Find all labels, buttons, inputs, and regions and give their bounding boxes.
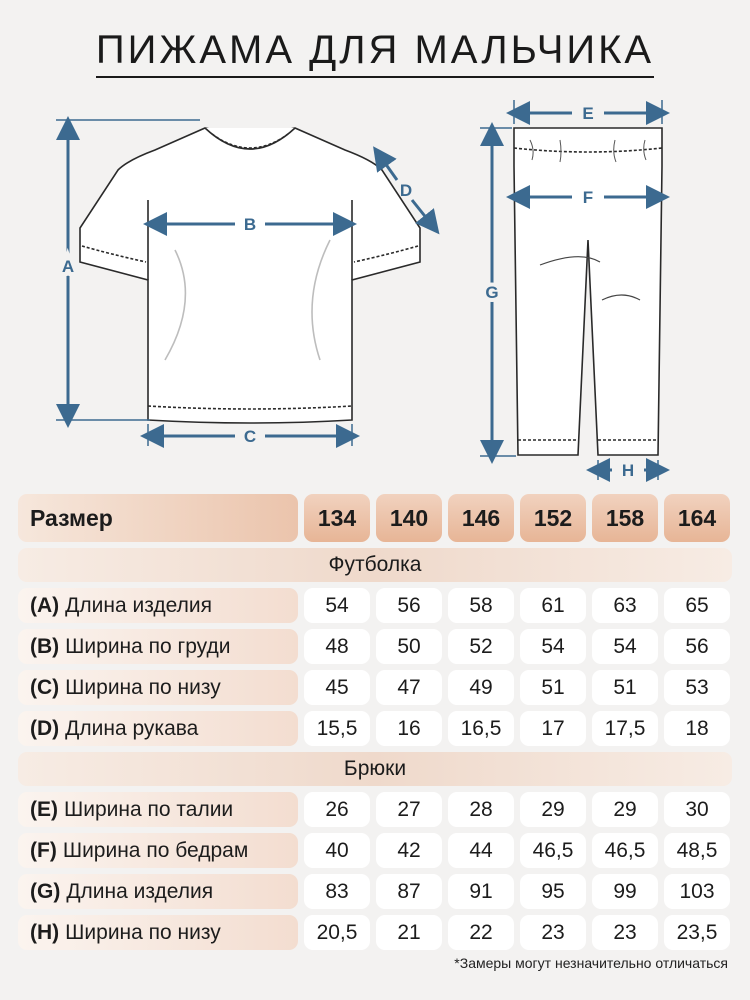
table-row xyxy=(18,915,732,950)
table-cell: 46,5 xyxy=(520,833,586,868)
table-cell: 52 xyxy=(448,629,514,664)
table-cell: 99 xyxy=(592,874,658,909)
table-row xyxy=(18,588,732,623)
table-cell: 21 xyxy=(376,915,442,950)
row-label xyxy=(18,670,298,705)
size-chart-table xyxy=(18,494,732,956)
table-cell: 47 xyxy=(376,670,442,705)
row-label xyxy=(18,588,298,623)
table-cell: 23 xyxy=(520,915,586,950)
row-label-text: Ширина по талии xyxy=(64,797,234,821)
pajama-illustration xyxy=(0,0,750,490)
table-cell: 28 xyxy=(448,792,514,827)
table-cell: 23 xyxy=(592,915,658,950)
table-cell: 54 xyxy=(520,629,586,664)
table-cell: 17,5 xyxy=(592,711,658,746)
dim-label-f: F xyxy=(582,188,594,207)
dim-label-h: H xyxy=(621,461,635,480)
dim-label-d: D xyxy=(399,181,413,200)
table-cell: 46,5 xyxy=(592,833,658,868)
row-label-text: Длина рукава xyxy=(65,716,199,740)
row-code: (E) xyxy=(30,797,58,821)
table-row xyxy=(18,792,732,827)
table-cell: 30 xyxy=(664,792,730,827)
table-cell: 95 xyxy=(520,874,586,909)
row-label xyxy=(18,915,298,950)
size-152: 152 xyxy=(520,494,586,542)
size-164: 164 xyxy=(664,494,730,542)
size-header-label: Размер xyxy=(18,494,298,542)
table-cell: 16,5 xyxy=(448,711,514,746)
page-title: ПИЖАМА ДЛЯ МАЛЬЧИКА xyxy=(0,28,750,73)
row-code: (D) xyxy=(30,716,60,740)
table-cell: 23,5 xyxy=(664,915,730,950)
row-code: (G) xyxy=(30,879,61,903)
table-cell: 63 xyxy=(592,588,658,623)
row-label-text: Ширина по низу xyxy=(65,675,221,699)
dim-label-a: A xyxy=(61,257,75,276)
table-cell: 61 xyxy=(520,588,586,623)
table-cell: 15,5 xyxy=(304,711,370,746)
table-cell: 45 xyxy=(304,670,370,705)
table-row xyxy=(18,874,732,909)
row-label xyxy=(18,711,298,746)
table-cell: 16 xyxy=(376,711,442,746)
table-cell: 22 xyxy=(448,915,514,950)
row-code: (B) xyxy=(30,634,60,658)
row-code: (H) xyxy=(30,920,60,944)
table-cell: 48 xyxy=(304,629,370,664)
row-label-text: Ширина по бедрам xyxy=(62,838,249,862)
row-label xyxy=(18,629,298,664)
table-header-row xyxy=(18,494,732,542)
section-title-tshirt: Футболка xyxy=(18,548,732,582)
table-row xyxy=(18,629,732,664)
table-cell: 53 xyxy=(664,670,730,705)
row-code: (F) xyxy=(30,838,57,862)
table-cell: 54 xyxy=(592,629,658,664)
row-label xyxy=(18,833,298,868)
table-cell: 91 xyxy=(448,874,514,909)
table-cell: 103 xyxy=(664,874,730,909)
size-158: 158 xyxy=(592,494,658,542)
table-cell: 56 xyxy=(664,629,730,664)
size-134: 134 xyxy=(304,494,370,542)
table-cell: 44 xyxy=(448,833,514,868)
table-cell: 56 xyxy=(376,588,442,623)
row-label-text: Ширина по груди xyxy=(65,634,231,658)
table-cell: 40 xyxy=(304,833,370,868)
row-label xyxy=(18,874,298,909)
tshirt-drawing xyxy=(80,128,420,423)
section-title-trousers: Брюки xyxy=(18,752,732,786)
dim-label-e: E xyxy=(582,104,594,123)
trousers-drawing xyxy=(514,128,662,455)
table-cell: 26 xyxy=(304,792,370,827)
table-cell: 83 xyxy=(304,874,370,909)
table-cell: 87 xyxy=(376,874,442,909)
row-label xyxy=(18,792,298,827)
table-cell: 48,5 xyxy=(664,833,730,868)
dim-label-b: B xyxy=(243,215,257,234)
table-row xyxy=(18,670,732,705)
table-cell: 17 xyxy=(520,711,586,746)
table-cell: 18 xyxy=(664,711,730,746)
row-code: (A) xyxy=(30,593,60,617)
row-label-text: Длина изделия xyxy=(66,879,214,903)
size-140: 140 xyxy=(376,494,442,542)
table-cell: 65 xyxy=(664,588,730,623)
dim-label-c: C xyxy=(243,427,257,446)
table-row xyxy=(18,833,732,868)
table-row xyxy=(18,711,732,746)
table-cell: 51 xyxy=(592,670,658,705)
table-cell: 50 xyxy=(376,629,442,664)
table-cell: 29 xyxy=(592,792,658,827)
dim-label-g: G xyxy=(485,283,499,302)
size-146: 146 xyxy=(448,494,514,542)
table-cell: 49 xyxy=(448,670,514,705)
table-cell: 27 xyxy=(376,792,442,827)
table-cell: 58 xyxy=(448,588,514,623)
row-label-text: Длина изделия xyxy=(65,593,212,617)
table-cell: 20,5 xyxy=(304,915,370,950)
row-code: (C) xyxy=(30,675,60,699)
row-label-text: Ширина по низу xyxy=(65,920,221,944)
table-cell: 51 xyxy=(520,670,586,705)
footnote: *Замеры могут незначительно отличаться xyxy=(454,955,728,971)
table-cell: 29 xyxy=(520,792,586,827)
table-cell: 54 xyxy=(304,588,370,623)
table-cell: 42 xyxy=(376,833,442,868)
